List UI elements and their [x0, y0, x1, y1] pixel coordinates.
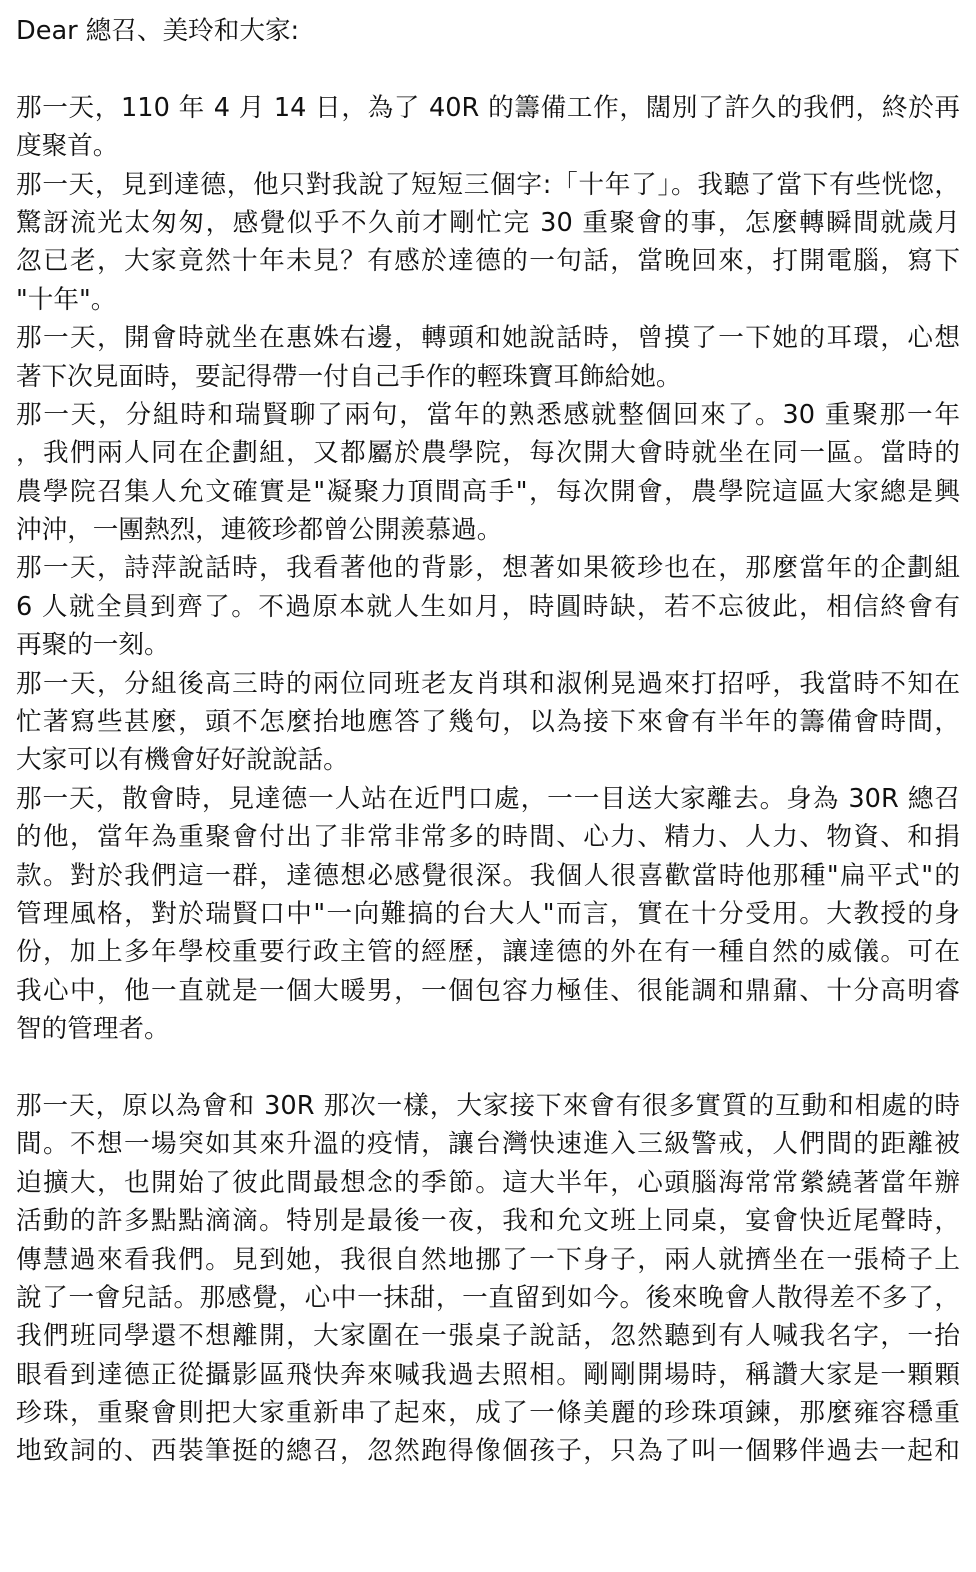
text-line: 農學院召集人允文確實是"凝聚力頂間高手"，每次開會，農學院這區大家總是興: [16, 476, 960, 507]
text-line: 那一天，分組時和瑞賢聊了兩句，當年的熟悉感就整個回來了。30 重聚那一年: [16, 399, 960, 430]
text-line: 度聚首。: [16, 131, 119, 162]
text-line: 珍珠，重聚會則把大家重新串了起來，成了一條美麗的珍珠項鍊，那麼雍容穩重: [16, 1398, 960, 1429]
text-line: 我們班同學還不想離開，大家圍在一張桌子說話，忽然聽到有人喊我名字，一抬: [16, 1321, 960, 1352]
blank-line: [16, 50, 960, 88]
text-line: 大家可以有機會好好說說話。: [16, 745, 349, 776]
text-line: 傳慧過來看我們。見到她，我很自然地挪了一下身子，兩人就擠坐在一張椅子上: [16, 1244, 960, 1275]
text-line: 間。不想一場突如其來升溫的疫情，讓台灣快速進入三級警戒，人們間的距離被: [16, 1129, 960, 1160]
text-line: 智的管理者。: [16, 1014, 170, 1045]
text-line: 忽已老，大家竟然十年未見？有感於達德的一句話，當晚回來，打開電腦，寫下: [16, 246, 960, 277]
text-line: 的他，當年為重聚會付出了非常非常多的時間、心力、精力、人力、物資、和捐: [16, 822, 960, 853]
text-line: 再聚的一刻。: [16, 630, 170, 661]
text-line: ，我們兩人同在企劃組，又都屬於農學院，每次開大會時就坐在同一區。當時的: [16, 438, 960, 469]
text-line: 說了一會兒話。那感覺，心中一抹甜，一直留到如今。後來晚會人散得差不多了，: [16, 1282, 960, 1313]
text-line: 我心中，他一直就是一個大暖男，一個包容力極佳、很能調和鼎鼐、十分高明睿: [16, 975, 960, 1006]
text-line: 著下次見面時，要記得帶一付自己手作的輕珠寶耳飾給她。: [16, 361, 682, 392]
letter-document: [16, 12, 960, 1471]
text-line: 活動的許多點點滴滴。特別是最後一夜，我和允文班上同桌，宴會快近尾聲時，: [16, 1206, 960, 1237]
text-line: 款。對於我們這一群，達德想必感覺很深。我個人很喜歡當時他那種"扁平式"的: [16, 860, 960, 891]
text-line: 迫擴大，也開始了彼此間最想念的季節。這大半年，心頭腦海常常縈繞著當年辦: [16, 1167, 960, 1198]
text-line: 那一天，散會時，見達德一人站在近門口處，一一目送大家離去。身為 30R 總召: [16, 783, 960, 814]
text-line: 地致詞的、西裝筆挺的總召，忽然跑得像個孩子，只為了叫一個夥伴過去一起和: [16, 1436, 960, 1467]
text-line: 那一天，分組後高三時的兩位同班老友肖琪和淑俐晃過來打招呼，我當時不知在: [16, 668, 960, 699]
text-line: 那一天，詩萍說話時，我看著他的背影，想著如果筱珍也在，那麼當年的企劃組: [16, 553, 960, 584]
text-line: "十年"。: [16, 284, 117, 315]
text-line: 驚訝流光太匆匆，感覺似乎不久前才剛忙完 30 重聚會的事，怎麼轉瞬間就歲月: [16, 207, 960, 238]
text-line: 那一天，原以為會和 30R 那次一樣，大家接下來會有很多實質的互動和相處的時: [16, 1090, 960, 1121]
text-line: 眼看到達德正從攝影區飛快奔來喊我過去照相。剛剛開場時，稱讚大家是一顆顆: [16, 1359, 960, 1390]
text-line: 份，加上多年學校重要行政主管的經歷，讓達德的外在有一種自然的威儀。可在: [16, 937, 960, 968]
text-line: 沖沖，一團熱烈，連筱珍都曾公開羨慕過。: [16, 515, 503, 546]
blank-line: [16, 1049, 960, 1087]
text-line: 那一天，見到達德，他只對我說了短短三個字:「十年了」。我聽了當下有些恍惚，: [16, 169, 960, 200]
text-line: 管理風格，對於瑞賢口中"一向難搞的台大人"而言，實在十分受用。大教授的身: [16, 898, 960, 929]
text-line: 忙著寫些甚麼，頭不怎麼抬地應答了幾句，以為接下來會有半年的籌備會時間，: [16, 707, 960, 738]
salutation: Dear 總召、美玲和大家:: [16, 16, 300, 46]
text-line: 那一天，110 年 4 月 14 日，為了 40R 的籌備工作，闊別了許久的我們，終於再: [16, 92, 960, 123]
text-line: 6 人就全員到齊了。不過原本就人生如月，時圓時缺，若不忘彼此，相信終會有: [16, 591, 960, 622]
text-line: 那一天，開會時就坐在惠姝右邊，轉頭和她說話時，曾摸了一下她的耳環，心想: [16, 323, 960, 354]
